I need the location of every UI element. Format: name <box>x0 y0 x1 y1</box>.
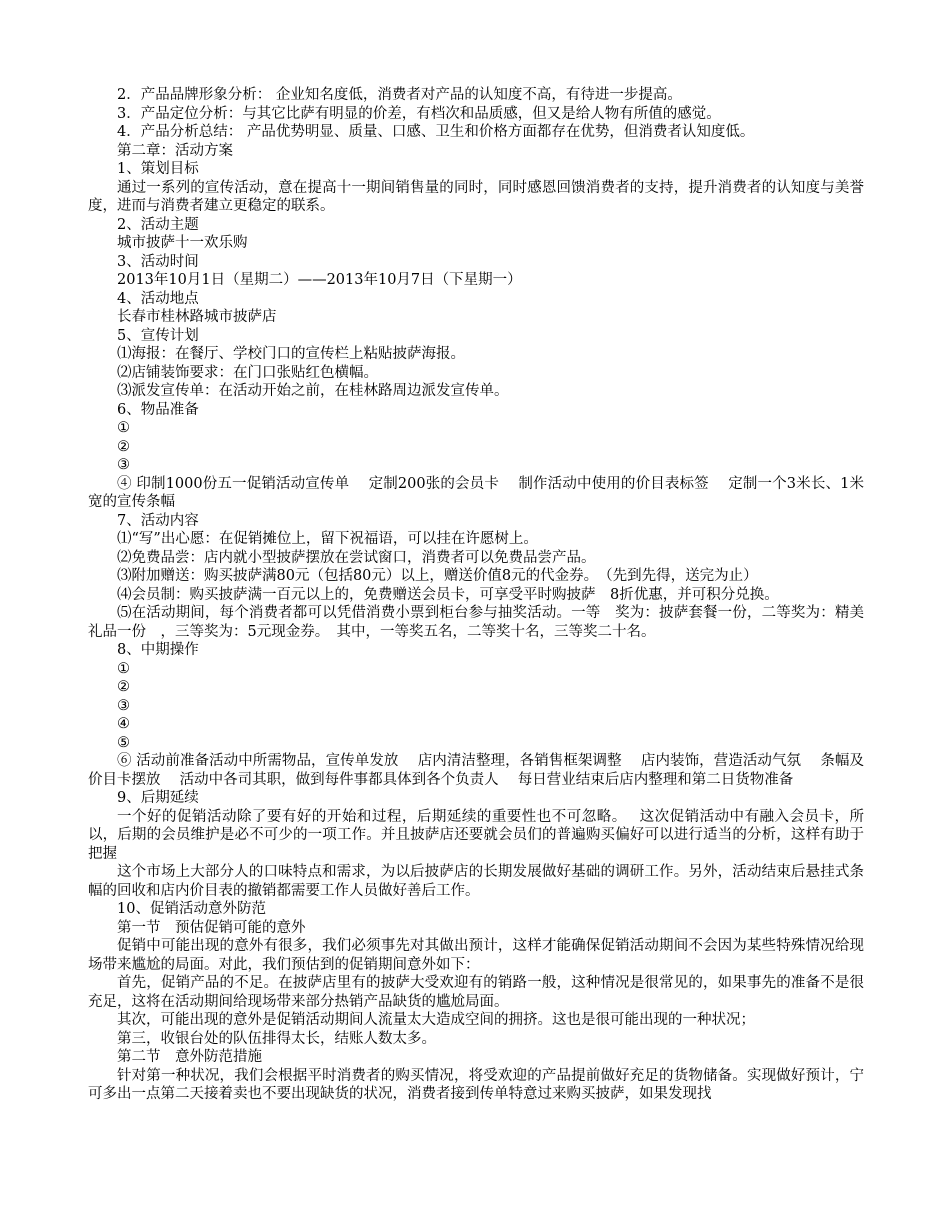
paragraph: 1、策划目标 <box>117 161 199 177</box>
paragraph: 通过一系列的宣传活动，意在提高十一期间销售量的同时，同时感恩回馈消费者的支持，提升消费者的认知度与美誉度，进而与消费者建立更稳定的联系。 <box>88 179 864 214</box>
paragraph: ⑤ <box>117 734 130 751</box>
paragraph: ⑴海报：在餐厅、学校门口的宣传栏上粘贴披萨海报。 <box>117 346 465 362</box>
paragraph: 9、后期延续 <box>117 790 199 806</box>
paragraph: ⑷会员制：购买披萨满一百元以上的，免费赠送会员卡，可享受平时购披萨 8折优惠，并可积分兑换。 <box>117 586 779 603</box>
paragraph: ⑶附加赠送：购买披萨满80元（包括80元）以上，赠送价值8元的代金券。 （先到先得，送完为止） <box>117 568 758 584</box>
paragraph: ⑴“写”出心愿：在促销摊位上，留下祝福语，可以挂在许愿树上。 <box>117 531 538 547</box>
paragraph: 第二节 意外防范措施 <box>117 1049 262 1065</box>
paragraph: ③ <box>117 457 130 473</box>
paragraph: 8、中期操作 <box>117 642 199 658</box>
document-body <box>88 86 864 1104</box>
paragraph: 2、活动主题 <box>117 216 199 233</box>
paragraph: 第三，收银台处的队伍排得太长，结账人数太多。 <box>117 1030 436 1047</box>
paragraph: ⑶派发宣传单：在活动开始之前，在桂林路周边派发宣传单。 <box>117 383 509 399</box>
paragraph: 其次，可能出现的意外是促销活动期间人流量太大造成空间的拥挤。这也是很可能出现的一种状况； <box>117 1012 755 1028</box>
paragraph: 4、活动地点 <box>117 290 199 307</box>
paragraph: 针对第一种状况，我们会根据平时消费者的购买情况，将受欢迎的产品提前做好充足的货物储备。实现做好预计，宁可多出一点第二天接着卖也不要出现缺货的状况，消费者接到传单特意过来购买披萨，如果发现找 <box>88 1067 864 1102</box>
paragraph: ① <box>117 420 130 436</box>
paragraph: ④ <box>117 716 130 732</box>
paragraph: 3、活动时间 <box>117 253 199 270</box>
paragraph: 3．产品定位分析：与其它比萨有明显的价差，有档次和品质感，但又是给人物有所值的感觉。 <box>117 105 721 122</box>
paragraph: 10、促销活动意外防范 <box>117 901 266 917</box>
paragraph: 6、物品准备 <box>117 401 199 418</box>
paragraph: 5、宣传计划 <box>117 327 199 344</box>
paragraph: ④ 印制1000份五一促销活动宣传单 定制200张的会员卡 制作活动中使用的价目表标签 定制一个3米长、1米宽的宣传条幅 <box>88 475 864 510</box>
paragraph: 4．产品分析总结： 产品优势明显、质量、口感、卫生和价格方面都存在优势，但消费者认知度低。 <box>117 124 755 140</box>
paragraph: 长春市桂林路城市披萨店 <box>117 309 277 325</box>
paragraph: 促销中可能出现的意外有很多，我们必须事先对其做出预计，这样才能确保促销活动期间不会因为某些特殊情况给现场带来尴尬的局面。对此，我们预估到的促销期间意外如下： <box>88 938 864 973</box>
paragraph: 2．产品品牌形象分析： 企业知名度低，消费者对产品的认知度不高，有待进一步提高。 <box>117 87 682 103</box>
paragraph: ② <box>117 679 130 695</box>
paragraph: 2013年10月1日（星期二）——2013年10月7日（下星期一） <box>117 272 522 288</box>
paragraph: ⑵免费品尝：店内就小型披萨摆放在尝试窗口，消费者可以免费品尝产品。 <box>117 549 596 566</box>
paragraph: ② <box>117 438 130 455</box>
paragraph: 城市披萨十一欢乐购 <box>117 235 248 251</box>
paragraph: ⑥ 活动前准备活动中所需物品，宣传单发放 店内清洁整理，各销售框架调整 店内装饰，营造活动气氛 条幅及价目卡摆放 活动中各司其职，做到每件事都具体到各个负责人 每日营业结束后店内整理和第二日货物准备 <box>88 753 864 788</box>
paragraph: ⑵店铺装饰要求：在门口张贴红色横幅。 <box>117 364 378 381</box>
paragraph: 7、活动内容 <box>117 512 199 529</box>
paragraph: ③ <box>117 697 130 714</box>
paragraph: ① <box>117 660 130 677</box>
paragraph: 第一节 预估促销可能的意外 <box>117 919 306 936</box>
paragraph: 这个市场上大部分人的口味特点和需求，为以后披萨店的长期发展做好基础的调研工作。另外，活动结束后悬挂式条幅的回收和店内价目表的撤销都需要工作人员做好善后工作。 <box>88 864 864 899</box>
paragraph: 第二章：活动方案 <box>117 142 233 159</box>
paragraph: ⑸在活动期间，每个消费者都可以凭借消费小票到柜台参与抽奖活动。一等 奖为：披萨套餐一份，二等奖为：精美礼品一份 ，三等奖为：5元现金券。 其中，一等奖五名，二等奖十名，三等奖二十名。 <box>88 605 864 640</box>
paragraph: 一个好的促销活动除了要有好的开始和过程，后期延续的重要性也不可忽略。 这次促销活动中有融入会员卡，所以，后期的会员维护是必不可少的一项工作。并且披萨店还要就会员们的普遍购买偏好可以进行适当的分析，这样有助于把握 <box>88 808 864 862</box>
paragraph: 首先，促销产品的不足。在披萨店里有的披萨大受欢迎有的销路一般，这种情况是很常见的，如果事先的准备不是很充足，这将在活动期间给现场带来部分热销产品缺货的尴尬局面。 <box>88 975 864 1010</box>
